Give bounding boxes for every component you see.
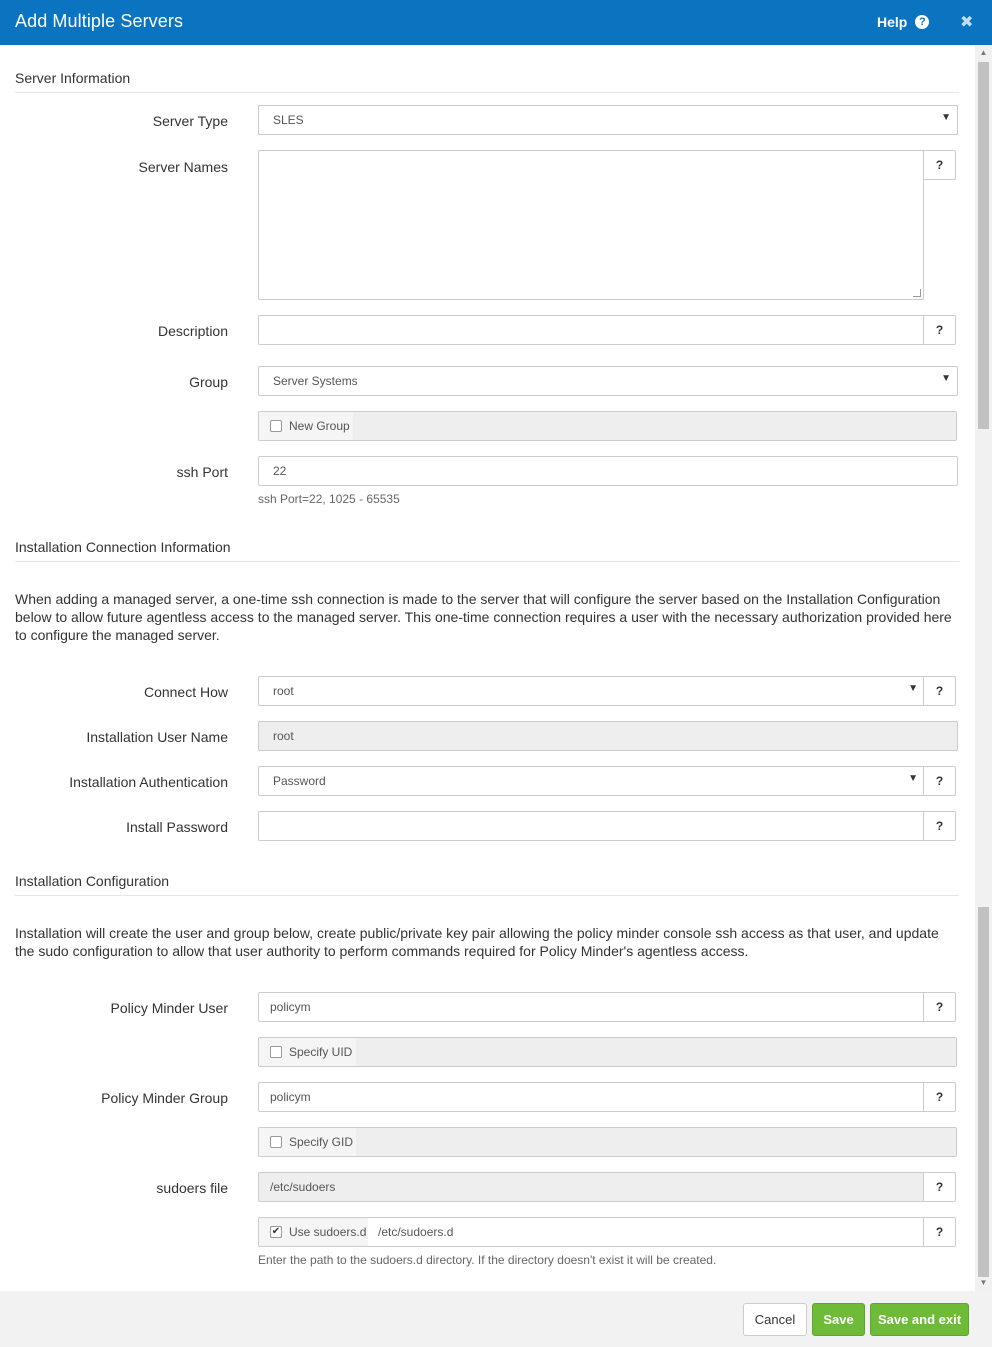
dialog-footer [0,1291,992,1347]
new-group-input-group [258,411,957,441]
ssh-port-input[interactable] [258,456,958,486]
connect-how-value: root [273,684,294,698]
help-label: Help [877,14,908,30]
description-input[interactable] [258,315,925,345]
server-names-label: Server Names [138,159,228,175]
dialog-header [0,0,992,45]
specify-gid-input-group [258,1127,957,1157]
group-label: Group [189,374,228,390]
connect-how-label: Connect How [143,684,228,700]
vertical-scrollbar[interactable] [975,45,992,1291]
chevron-down-icon: ▼ [941,373,951,384]
sudoers-file-label: sudoers file [156,1180,228,1196]
policy-minder-user-label: Policy Minder User [110,1000,228,1016]
specify-gid-label: Specify GID [289,1135,354,1149]
specify-uid-label: Specify UID [289,1045,353,1059]
save-button[interactable]: Save [812,1303,865,1336]
new-group-checkbox[interactable] [259,412,361,440]
close-icon[interactable]: ✖ [960,14,974,31]
server-names-help-button[interactable]: ? [923,150,956,180]
policy-minder-group-value: policym [270,1090,311,1104]
help-button[interactable] [877,14,929,30]
checkbox-icon [270,420,282,432]
installation-user-name-input [258,721,958,751]
install-password-input[interactable] [258,811,925,841]
sudoers-file-help-button[interactable]: ? [923,1172,956,1202]
ssh-port-value: 22 [273,464,287,478]
description-label: Description [157,323,228,339]
scrollbar-thumb[interactable] [978,62,989,429]
server-names-textarea[interactable] [258,150,924,300]
checkbox-icon [270,1136,282,1148]
installation-authentication-label: Installation Authentication [69,774,228,790]
section-title-installation-connection: Installation Connection Information [15,539,959,562]
use-sudoers-d-label: Use sudoers.d [289,1225,367,1239]
ssh-port-hint: ssh Port=22, 1025 - 65535 [258,492,400,506]
installation-user-name-label: Installation User Name [86,729,228,745]
use-sudoers-d-input-group [258,1217,925,1247]
policy-minder-group-help-button[interactable]: ? [923,1082,956,1112]
connect-how-select[interactable] [258,676,925,706]
checkmark-icon: ✔ [271,1226,281,1237]
chevron-down-icon: ▼ [908,773,918,784]
policy-minder-user-help-button[interactable]: ? [923,992,956,1022]
save-and-exit-button[interactable]: Save and exit [870,1303,969,1336]
server-type-value: SLES [273,113,304,127]
install-password-label: Install Password [126,819,228,835]
server-type-select[interactable] [258,105,958,135]
server-type-label: Server Type [152,113,228,129]
scroll-down-icon[interactable]: ▼ [979,1278,988,1287]
policy-minder-group-input[interactable] [258,1082,925,1112]
policy-minder-group-label: Policy Minder Group [101,1090,228,1106]
section-title-installation-configuration: Installation Configuration [15,873,959,896]
resize-grip-icon[interactable] [913,289,921,297]
group-value: Server Systems [273,374,358,388]
sudoers-d-help-button[interactable]: ? [923,1217,956,1247]
chevron-down-icon: ▼ [941,112,951,123]
new-group-input [353,412,956,440]
installation-authentication-help-button[interactable]: ? [923,766,956,796]
scroll-up-icon[interactable]: ▲ [979,48,988,57]
sudoers-d-path-value: /etc/sudoers.d [378,1225,454,1239]
connect-how-help-button[interactable]: ? [923,676,956,706]
ssh-port-label: ssh Port [176,464,228,480]
installation-user-name-value: root [273,729,294,743]
specify-gid-input [356,1128,956,1156]
use-sudoers-d-checkbox[interactable] [259,1218,377,1246]
dialog-body[interactable] [0,45,975,1291]
sudoers-d-hint: Enter the path to the sudoers.d directory. If the directory doesn't exist it will be created. [258,1253,717,1267]
policy-minder-user-value: policym [270,1000,311,1014]
installation-connection-description: When adding a managed server, a one-time ssh connection is made to the server that will configure the server based on the Installation Configuration below to allow future agentless access to the managed server. This one-time connection requires a user with the necessary authorization provided here to configure the managed server. [15,591,952,643]
installation-authentication-value: Password [273,774,326,788]
specify-uid-input [356,1038,956,1066]
dialog-title: Add Multiple Servers [15,11,184,31]
policy-minder-user-input[interactable] [258,992,925,1022]
checkbox-icon [270,1046,282,1058]
specify-gid-checkbox[interactable] [259,1128,364,1156]
sudoers-file-input [258,1172,925,1202]
section-title-server-information: Server Information [15,70,959,93]
specify-uid-input-group [258,1037,957,1067]
sudoers-d-path-input[interactable] [368,1218,924,1246]
description-help-button[interactable]: ? [923,315,956,345]
question-circle-icon: ? [915,15,929,29]
scrollbar-thumb-lower[interactable] [978,907,989,1277]
sudoers-file-value: /etc/sudoers [270,1180,336,1194]
installation-configuration-description: Installation will create the user and group below, create public/private key pair allowing the policy minder console ssh access as that user, and update the sudo configuration to allow that user authority to perform commands required for Policy Minder's agentless access. [15,925,939,959]
installation-authentication-select[interactable] [258,766,925,796]
install-password-help-button[interactable]: ? [923,811,956,841]
cancel-button[interactable]: Cancel [743,1303,807,1336]
new-group-label: New Group [289,419,350,433]
chevron-down-icon: ▼ [908,683,918,694]
specify-uid-checkbox[interactable] [259,1038,363,1066]
group-select[interactable] [258,366,958,396]
